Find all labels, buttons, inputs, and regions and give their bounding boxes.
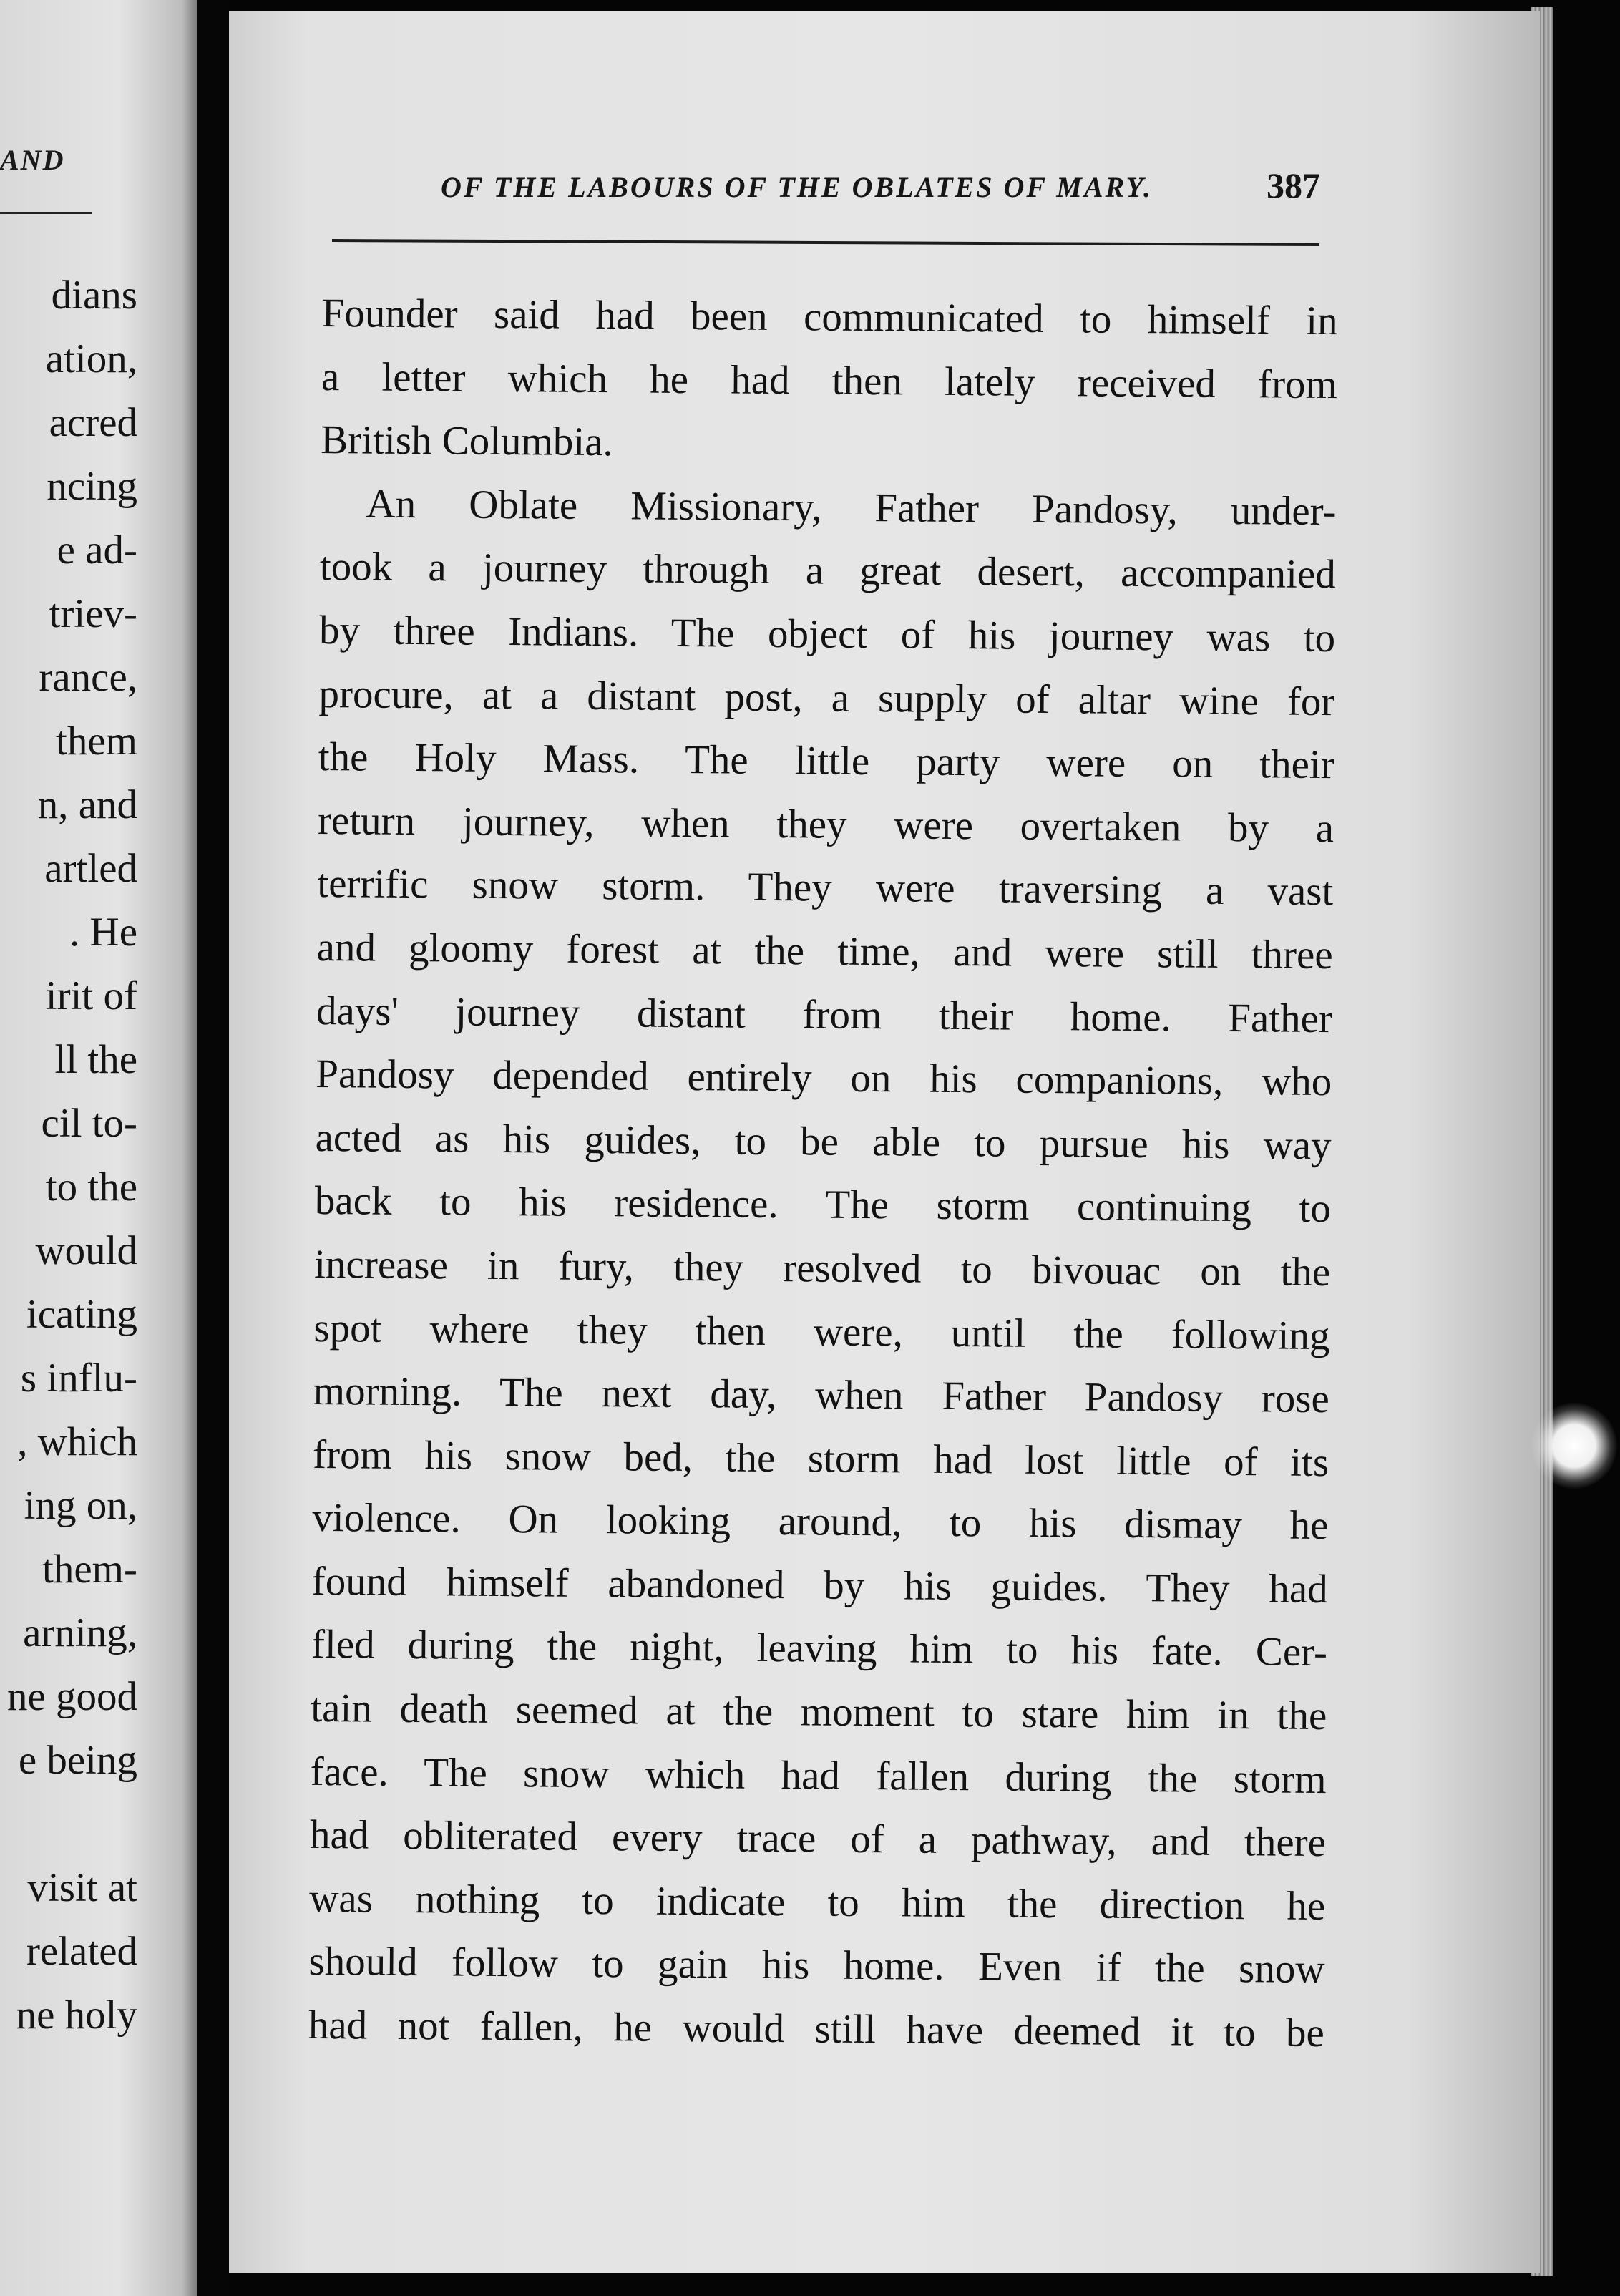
left-text-line: ne good [6,1674,137,1719]
left-text-line: ncing [47,464,137,509]
left-text-line: related [26,1929,137,1974]
page-number: 387 [1267,165,1320,205]
text-line: should follow to gain his home. Even if the snow [308,1939,1325,1993]
text-line: return journey, when they were overtaken by a [317,797,1334,851]
text-line: Founder said had been communicated to himself in [321,290,1338,344]
text-line: had not fallen, he would still have deemed it to be [308,2002,1325,2056]
text-line: the Holy Mass. The little party were on their [318,734,1334,788]
text-line: took a journey through a great desert, accompanied [319,544,1337,598]
left-text-line: visit at [27,1865,137,1910]
left-text-line: triev- [49,591,137,636]
text-line: a letter which he had then lately received from [321,354,1338,407]
left-text-line [0,1792,137,1856]
left-text-line: n, and [37,782,137,827]
text-line: fled during the night, leaving him to his fate. Cer- [311,1622,1328,1675]
text-line: days' journey distant from their home. Father [316,988,1333,1041]
left-running-head: AND [0,144,65,176]
text-line: Pandosy depended entirely on his companions, who [316,1051,1332,1105]
text-line: found himself abandoned by his guides. They had [311,1558,1328,1612]
scan-glare [1531,1403,1617,1489]
left-text-line: icating [26,1292,137,1337]
text-line: by three Indians. The object of his journey was to [318,607,1336,661]
left-text-line: ll the [54,1037,137,1082]
right-page [229,11,1540,2273]
left-text-line: them- [42,1547,137,1592]
left-text-column [0,263,137,2047]
left-text-line: dians [51,273,137,318]
text-line: from his snow bed, the storm had lost little of its [312,1431,1329,1485]
left-text-line: would [35,1228,137,1273]
left-text-line: acred [49,400,137,445]
left-text-line: artled [44,846,137,891]
text-line: tain death seemed at the moment to stare him in the [311,1685,1327,1739]
text-line: and gloomy forest at the time, and were still three [316,924,1333,978]
left-text-line: ing on, [24,1483,137,1528]
text-line: was nothing to indicate to him the direction he [309,1875,1326,1929]
book-gutter [197,0,229,2296]
text-line: back to his residence. The storm continuing to [314,1178,1332,1232]
text-line: morning. The next day, when Father Pandosy rose [313,1368,1330,1422]
left-text-line: e ad- [57,527,137,573]
text-line: had obliterated every trace of a pathway, and there [309,1812,1327,1866]
text-line: An Oblate Missionary, Father Pandosy, under- [366,481,1337,534]
text-line: violence. On looking around, to his dismay he [312,1495,1329,1549]
left-text-line: ation, [45,336,137,381]
running-head: OF THE LABOURS OF THE OBLATES OF MARY. [441,171,1153,203]
left-text-line: e being [18,1738,137,1783]
left-text-line: cil to- [41,1101,137,1146]
left-text-line: , which [17,1419,137,1464]
left-page-fragment [0,0,197,2296]
text-line: increase in fury, they resolved to bivouac on the [313,1241,1331,1295]
left-text-line: ne holy [16,1993,137,2038]
left-text-line: . He [69,910,137,955]
left-text-line: irit of [45,973,137,1018]
text-line: procure, at a distant post, a supply of altar wine for [318,671,1335,724]
header-rule [332,239,1319,246]
left-text-line: to the [45,1164,137,1210]
body-text [308,282,1338,2066]
left-text-line: s influ- [20,1356,137,1401]
left-text-line: arning, [23,1610,137,1655]
text-line: face. The snow which had fallen during the storm [310,1748,1327,1802]
left-text-line: them [56,719,137,764]
left-header-rule [0,212,92,214]
text-line: spot where they then were, until the following [313,1305,1330,1358]
text-line: acted as his guides, to be able to pursue his way [315,1114,1332,1168]
text-line: British Columbia. [321,417,614,465]
text-line: terrific snow storm. They were traversing a vast [317,861,1334,915]
left-text-line: rance, [39,655,137,700]
